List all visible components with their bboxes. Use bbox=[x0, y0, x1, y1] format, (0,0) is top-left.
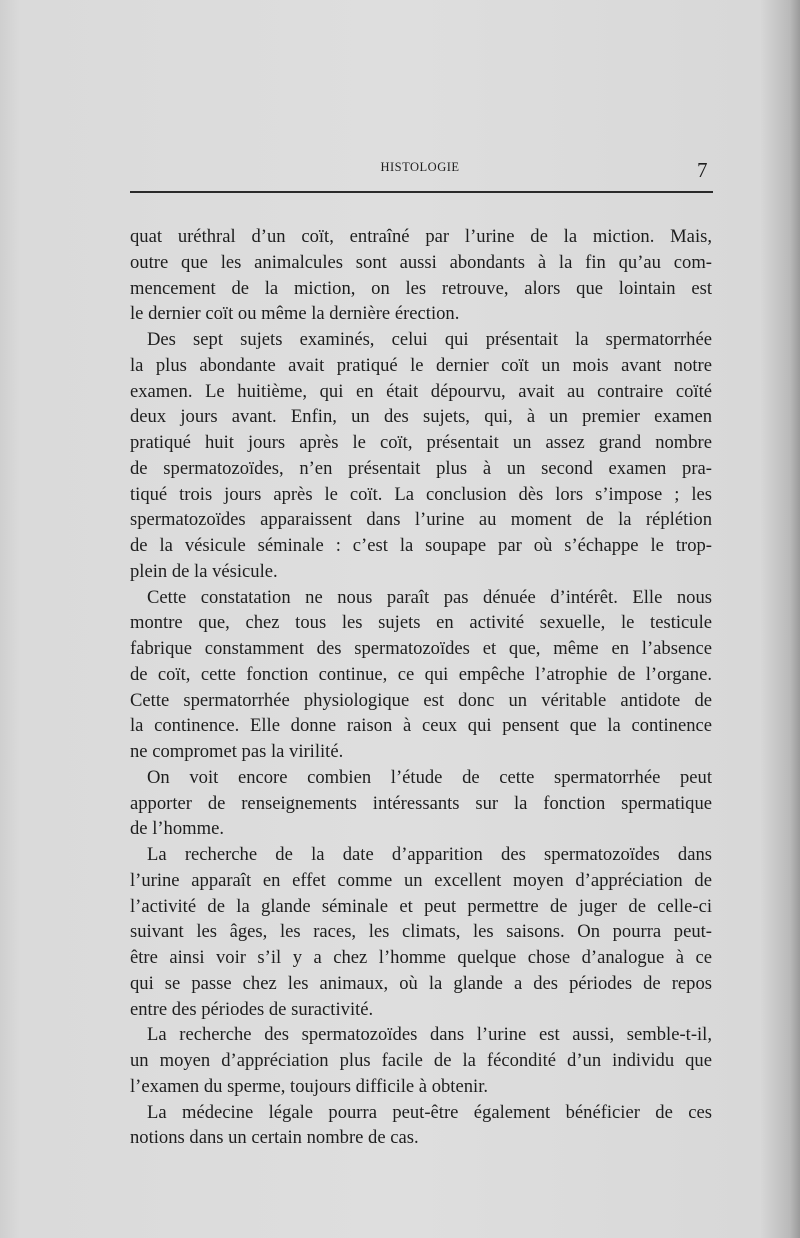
paragraph bbox=[130, 224, 712, 327]
text-line: entre des périodes de suractivité. bbox=[130, 998, 374, 1020]
text-line: de la vésicule séminale : c’est la soupape par où s’échappe le trop- bbox=[130, 535, 712, 556]
paragraph bbox=[130, 1022, 712, 1099]
text-line: pratiqué huit jours après le coït, présentait un assez grand nombre bbox=[130, 432, 712, 453]
text-line: tiqué trois jours après le coït. La conclusion dès lors s’impose ; les bbox=[130, 483, 712, 505]
text-line: deux jours avant. Enfin, un des sujets, qui, à un premier examen bbox=[130, 406, 712, 428]
text-line: notions dans un certain nombre de cas. bbox=[130, 1127, 419, 1149]
text-line: de spermatozoïdes, n’en présentait plus à un second examen pra- bbox=[130, 457, 712, 479]
text-line: montre que, chez tous les sujets en activité sexuelle, le testicule bbox=[130, 612, 712, 634]
page-number: 7 bbox=[697, 158, 708, 182]
text-line: la plus abondante avait pratiqué le dernier coït un mois avant notre bbox=[130, 354, 712, 376]
text-line: l’urine apparaît en effet comme un excellent moyen d’appréciation de bbox=[130, 869, 712, 891]
paragraph bbox=[130, 327, 712, 585]
body-text bbox=[130, 224, 712, 1151]
running-head: HISTOLOGIE bbox=[380, 160, 460, 174]
text-line: l’activité de la glande séminale et peut permettre de juger de celle-ci bbox=[130, 895, 712, 917]
text-line: ne compromet pas la virilité. bbox=[130, 741, 344, 762]
text-line: plein de la vésicule. bbox=[130, 560, 278, 582]
text-line: outre que les animalcules sont aussi abondants à la fin qu’au com- bbox=[130, 251, 712, 273]
text-line: spermatozoïdes apparaissent dans l’urine au moment de la réplétion bbox=[130, 509, 712, 531]
text-line: La recherche de la date d’apparition des spermatozoïdes dans bbox=[147, 844, 712, 865]
text-line: Cette constatation ne nous paraît pas dénuée d’intérêt. Elle nous bbox=[147, 586, 712, 608]
text-line: La médecine légale pourra peut-être également bénéficier de ces bbox=[147, 1101, 712, 1123]
text-line: apporter de renseignements intéressants sur la fonction spermatique bbox=[130, 792, 712, 814]
text-line: On voit encore combien l’étude de cette spermatorrhée peut bbox=[147, 766, 712, 788]
paragraph bbox=[130, 842, 712, 1022]
text-line: fabrique constamment des spermatozoïdes et que, même en l’absence bbox=[130, 638, 712, 659]
text-line: mencement de la miction, on les retrouve, alors que lointain est bbox=[130, 277, 712, 299]
text-line: le dernier coït ou même la dernière érection. bbox=[130, 303, 460, 325]
text-line: la continence. Elle donne raison à ceux qui pensent que la continence bbox=[130, 715, 712, 737]
text-line: examen. Le huitième, qui en était dépourvu, avait au contraire coïté bbox=[130, 380, 712, 402]
text-line: quat uréthral d’un coït, entraîné par l’urine de la miction. Mais, bbox=[130, 226, 712, 247]
text-line: Des sept sujets examinés, celui qui présentait la spermatorrhée bbox=[147, 329, 712, 350]
paragraph bbox=[130, 585, 712, 765]
paragraph bbox=[130, 765, 712, 842]
text-line: qui se passe chez les animaux, où la glande a des périodes de repos bbox=[130, 972, 712, 994]
text-line: La recherche des spermatozoïdes dans l’urine est aussi, semble-t-il, bbox=[147, 1024, 712, 1046]
text-line: Cette spermatorrhée physiologique est donc un véritable antidote de bbox=[130, 689, 712, 711]
text-line: l’examen du sperme, toujours difficile à obtenir. bbox=[130, 1075, 489, 1097]
text-line: suivant les âges, les races, les climats, les saisons. On pourra peut- bbox=[130, 921, 712, 943]
text-line: un moyen d’appréciation plus facile de la fécondité d’un individu que bbox=[130, 1050, 712, 1071]
text-line: de coït, cette fonction continue, ce qui empêche l’atrophie de l’organe. bbox=[130, 663, 712, 685]
header-rule bbox=[130, 191, 713, 193]
text-line: de l’homme. bbox=[130, 818, 224, 840]
paragraph bbox=[130, 1100, 712, 1152]
text-line: être ainsi voir s’il y a chez l’homme quelque chose d’analogue à ce bbox=[130, 947, 712, 968]
